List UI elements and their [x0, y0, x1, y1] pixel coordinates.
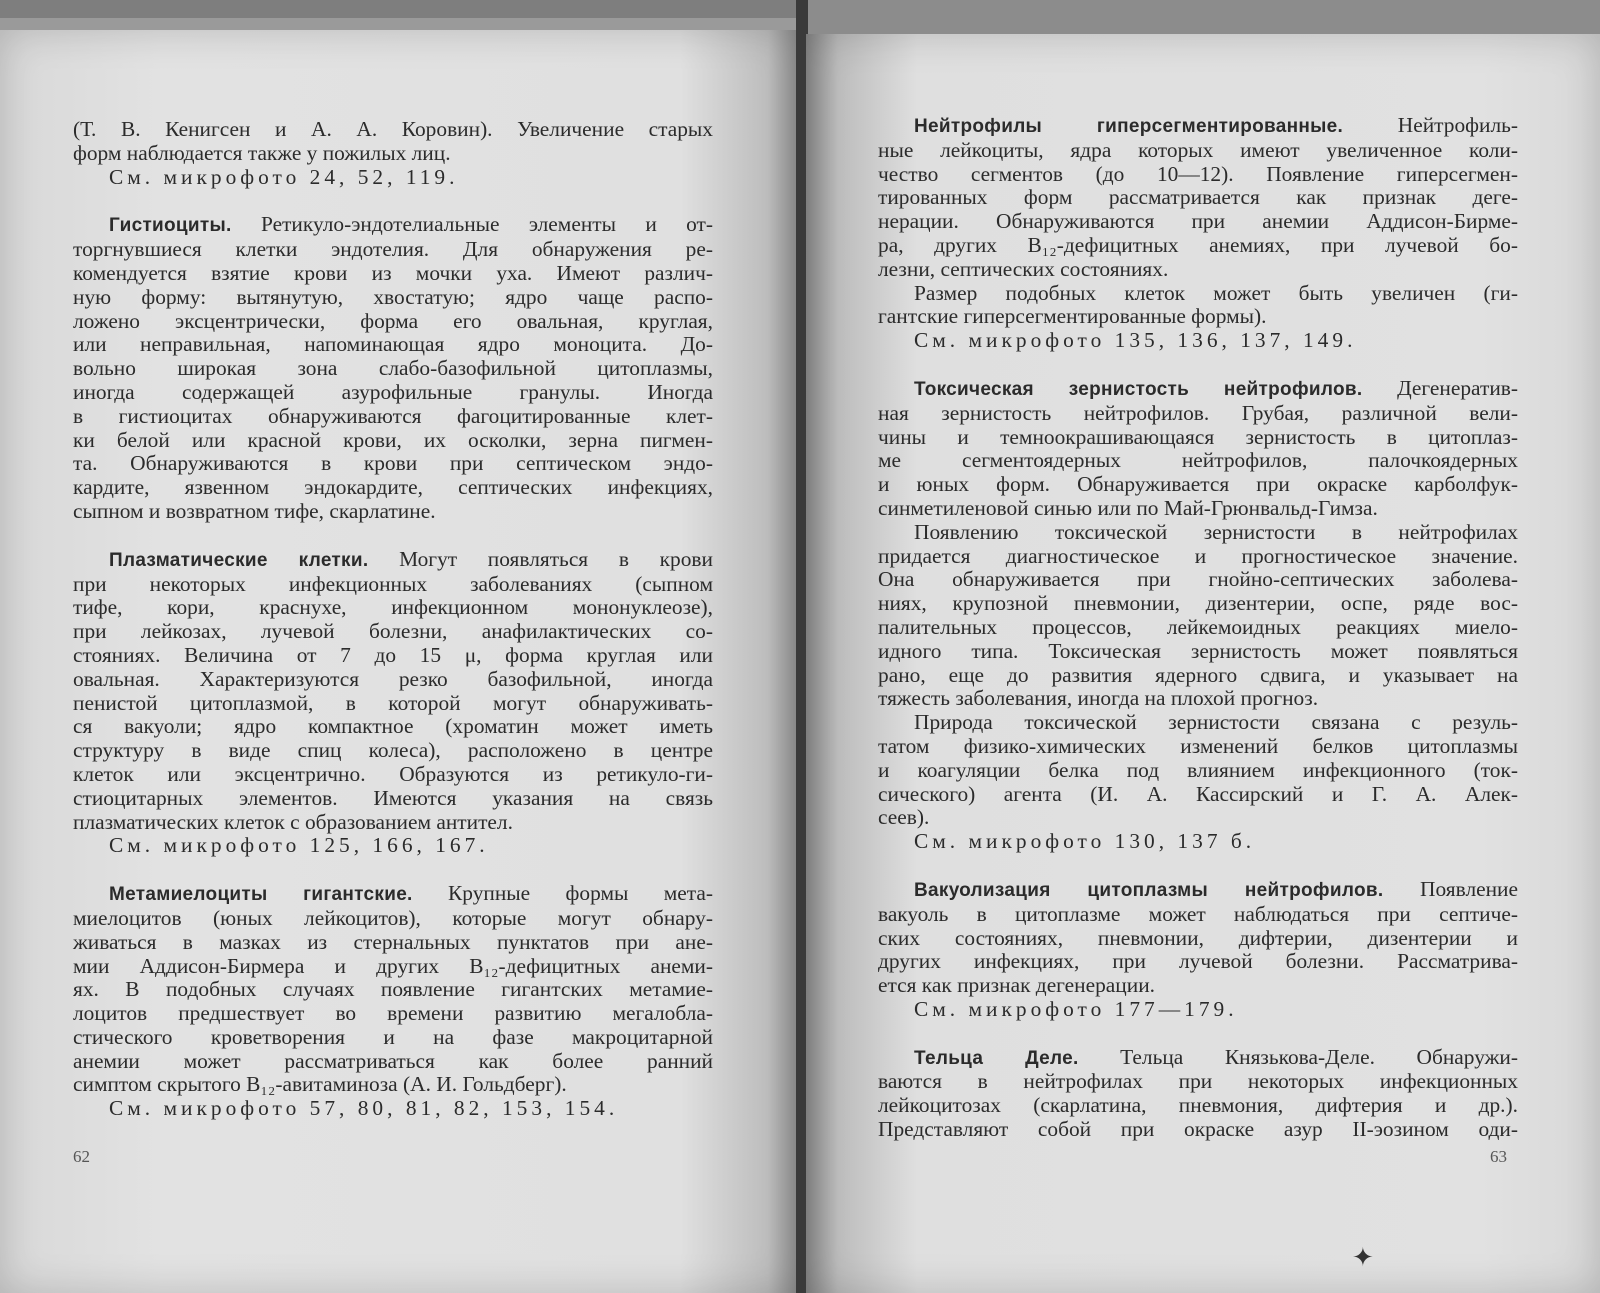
text-line: идного типа. Токсическая зернистость может появляться — [878, 638, 1518, 663]
text-line: овальная. Характеризуются резко базофильной, иногда — [73, 666, 713, 691]
ink-mark: ✦ — [1352, 1243, 1374, 1272]
text-line: торгнувшиеся клетки эндотелия. Для обнаружения ре- — [73, 237, 713, 262]
text-line: кардите, язвенном эндокардите, септических инфекциях, — [73, 475, 713, 500]
text-line: татом физико-химических изменений белков цитоплазмы — [878, 733, 1518, 758]
text-line: та. Обнаруживаются в крови при септическом эндо- — [73, 451, 713, 476]
text-line: вакуоль в цитоплазме может наблюдаться при септиче- — [878, 901, 1518, 926]
text-line: в гистиоцитах обнаруживаются фагоцитированные клет- — [73, 403, 713, 428]
text-line: синметиленовой синью или по Май-Грюнвальд-Гимза. — [878, 495, 1378, 520]
text-line: ра, других В₁₂-дефицитных анемиях, при лучевой бо- — [878, 232, 1518, 257]
text-line: сеев). — [878, 805, 930, 830]
text-line: при некоторых инфекционных заболеваниях (сыпном — [73, 571, 713, 596]
entry-term: Токсическая зернистость нейтрофилов. — [914, 378, 1363, 400]
text-line: форм наблюдается также у пожилых лиц. — [73, 140, 451, 165]
see-reference: См. микрофото 135, 136, 137, 149. — [914, 328, 1357, 353]
text-line: (Т. В. Кенигсен и А. А. Коровин). Увеличение старых — [73, 117, 713, 141]
text-line: вольно широкая зона слабо-базофильной цитоплазмы, — [73, 356, 713, 381]
text-line: палительных процессов, лейкемоидных реакциях миело- — [878, 614, 1518, 639]
entry-term: Нейтрофилы гиперсегментированные. — [914, 116, 1344, 137]
text-line: тяжесть заболевания, иногда на плохой прогноз. — [878, 686, 1319, 711]
text-line: сического) агента (И. А. Кассирский и Г. А. Алек- — [878, 781, 1518, 806]
text-line: ные лейкоциты, ядра которых имеют увеличенное коли- — [878, 137, 1518, 162]
text-line: чины и темноокрашивающаяся зернистость в цитоплаз- — [878, 424, 1518, 449]
text-line: сыпном и возвратном тифе, скарлатине. — [73, 498, 436, 523]
text-line: при лейкозах, лучевой болезни, анафилактических со- — [73, 619, 713, 644]
text-line: Она обнаруживается при гнойно-септических заболева- — [878, 567, 1518, 592]
entry-toxic-granulation: Токсическая зернистость нейтрофилов. Дегенератив- — [914, 375, 1518, 400]
text-line: Появлению токсической зернистости в нейтрофилах — [914, 519, 1518, 544]
entry-term: Тельца Деле. — [914, 1047, 1079, 1069]
text-line: и юных форм. Обнаруживается при окраске карболфук- — [878, 472, 1518, 497]
entry-histiocytes: Гистиоциты. Ретикуло-эндотелиальные элементы и от- — [109, 212, 713, 237]
text-line: придается диагностическое и прогностическое значение. — [878, 543, 1518, 568]
entry-hypersegmented: Нейтрофилы гиперсегментированные. Нейтрофиль- — [914, 113, 1518, 137]
entry-dohle-bodies: Тельца Деле. Тельца Князькова-Деле. Обнаружи- — [914, 1044, 1518, 1069]
text-line: лоцитов предшествует во времени развитию мегалобла- — [73, 1001, 713, 1026]
text-line: ме сегментоядерных нейтрофилов, палочкоядерных — [878, 448, 1518, 473]
text-line: тированных форм рассматривается как признак деге- — [878, 185, 1518, 210]
text-line: ется как признак дегенерации. — [878, 973, 1155, 998]
text-line: пенистой цитоплазмой, в которой могут обнаруживать- — [73, 690, 713, 715]
text-line: и коагуляции белка под влиянием инфекционного (ток- — [878, 757, 1518, 782]
text-line: Представляют собой при окраске азур II-эозином оди- — [878, 1117, 1518, 1142]
text-line: или неправильная, напоминающая ядро моноцита. До- — [73, 332, 713, 357]
see-reference: См. микрофото 177—179. — [914, 996, 1238, 1021]
left-column — [73, 118, 713, 1121]
text-line: стического кроветворения и на фазе макроцитарной — [73, 1024, 713, 1049]
text-line: чество сегментов (до 10—12). Появление гиперсегмен- — [878, 161, 1518, 186]
entry-plasma-cells: Плазматические клетки. Могут появляться в крови — [109, 546, 713, 571]
entry-metamyelocytes: Метамиелоциты гигантские. Крупные формы мета- — [109, 881, 713, 906]
text-line: стиоцитарных элементов. Имеются указания на связь — [73, 785, 713, 810]
text-line: клеток или эксцентрично. Образуются из ретикуло-ги- — [73, 761, 713, 786]
text-line: структуру в виде спиц колеса), расположено в центре — [73, 738, 713, 763]
see-reference: См. микрофото 130, 137 б. — [914, 829, 1256, 854]
entry-term: Вакуолизация цитоплазмы нейтрофилов. — [914, 879, 1384, 901]
text-line: Размер подобных клеток может быть увеличен (ги- — [914, 280, 1518, 305]
text-line: ниях, крупозной пневмонии, дизентерии, оспе, ряде вос- — [878, 591, 1518, 616]
book-edge-right — [806, 0, 1600, 36]
text-line: других инфекциях, при лучевой болезни. Рассматрива- — [878, 949, 1518, 974]
text-line: мии Аддисон-Бирмера и других В₁₂-дефицитных анеми- — [73, 953, 713, 978]
text-line: ную форму: вытянутую, хвостатую; ядро чаще распо- — [73, 284, 713, 309]
text-line: живаться в мазках из стернальных пунктатов при ане- — [73, 929, 713, 954]
text-line: лейкоцитозах (скарлатина, пневмония, дифтерия и др.). — [878, 1093, 1518, 1118]
text-line: гантские гиперсегментированные формы). — [878, 304, 1267, 329]
text-line: Природа токсической зернистости связана с резуль- — [914, 710, 1518, 735]
entry-term: Плазматические клетки. — [109, 549, 369, 571]
see-reference: См. микрофото 125, 166, 167. — [109, 833, 489, 858]
see-reference: См. микрофото 57, 80, 81, 82, 153, 154. — [109, 1096, 619, 1121]
page-number-left: 62 — [73, 1147, 90, 1166]
entry-term: Метамиелоциты гигантские. — [109, 884, 413, 906]
text-line: ваются в нейтрофилах при некоторых инфекционных — [878, 1069, 1518, 1094]
right-column — [878, 114, 1518, 1142]
text-line: ся вакуоли; ядро компактное (хроматин может иметь — [73, 714, 713, 739]
text-line: иногда содержащей азурофильные гранулы. Иногда — [73, 379, 713, 404]
page-number-right: 63 — [1490, 1147, 1507, 1166]
text-line: стояниях. Величина от 7 до 15 μ, форма круглая или — [73, 642, 713, 667]
text-line: нерации. Обнаруживаются при анемии Аддисон-Бирме- — [878, 209, 1518, 234]
text-line: ная зернистость нейтрофилов. Грубая, различной вели- — [878, 400, 1518, 425]
text-line: лезни, септических состояниях. — [878, 256, 1169, 281]
text-line: ки белой или красной крови, их осколки, зерна пигмен- — [73, 427, 713, 452]
text-line: анемии может рассматриваться как более ранний — [73, 1048, 713, 1073]
text-line: ях. В подобных случаях появление гигантских метамие- — [73, 977, 713, 1002]
entry-vacuolization: Вакуолизация цитоплазмы нейтрофилов. Появление — [914, 876, 1518, 901]
see-reference: См. микрофото 24, 52, 119. — [109, 164, 459, 189]
text-line: ских состояниях, пневмонии, дифтерии, дизентерии и — [878, 925, 1518, 950]
text-line: комендуется взятие крови из мочки уха. Имеют различ- — [73, 260, 713, 285]
text-line: симптом скрытого В₁₂-авитаминоза (А. И. Гольдберг). — [73, 1072, 567, 1097]
text-line: ложено эксцентрически, форма его овальная, круглая, — [73, 308, 713, 333]
entry-term: Гистиоциты. — [109, 215, 232, 237]
text-line: миелоцитов (юных лейкоцитов), которые могут обнару- — [73, 905, 713, 930]
text-line: тифе, кори, краснухе, инфекционном мононуклеозе), — [73, 595, 713, 620]
text-line: плазматических клеток с образованием антител. — [73, 809, 513, 834]
text-line: рано, еще до развития ядерного сдвига, и указывает на — [878, 662, 1518, 687]
